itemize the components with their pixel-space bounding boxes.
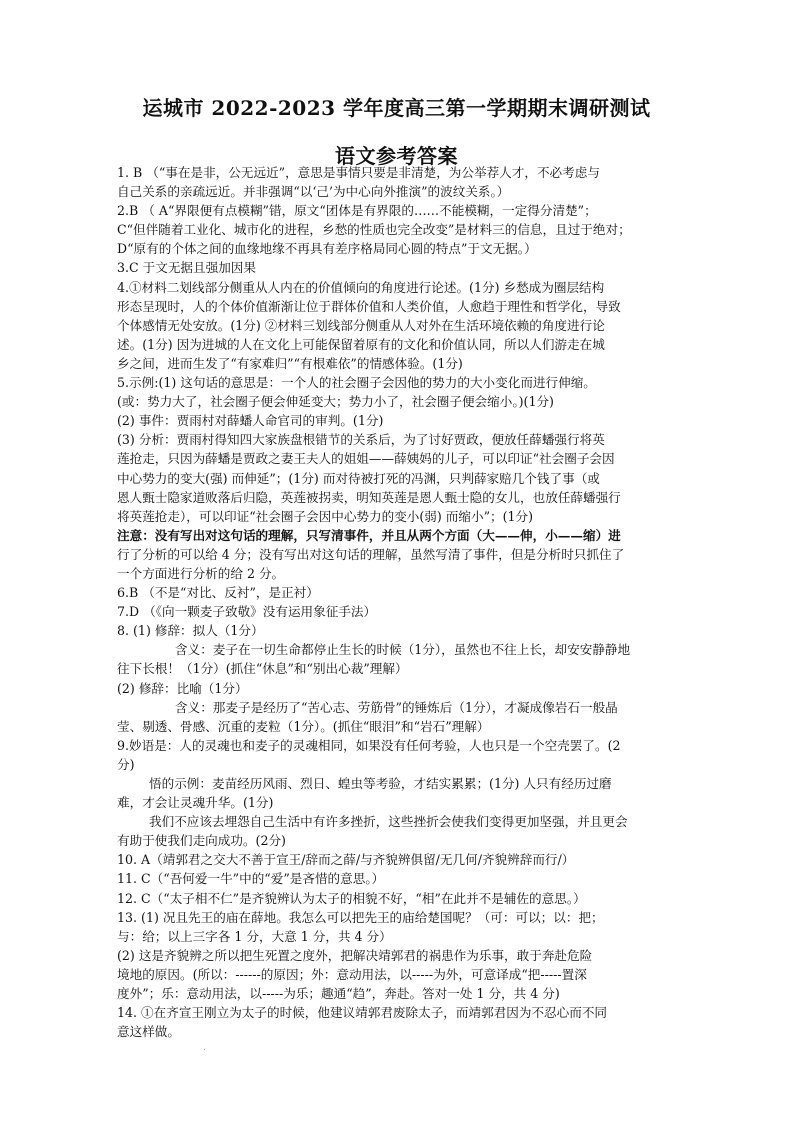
answer-body (117, 163, 680, 1041)
text-line: 难，才会让灵魂升华。(1分) (117, 795, 274, 811)
document-subtitle: 语文参考答案 (335, 144, 458, 168)
text-line: 意这样做。 (117, 1024, 180, 1040)
text-line: (3) 分析：贾雨村得知四大家族盘根错节的关系后，为了讨好贾政，便放任薛蟠强行将英 (117, 432, 605, 448)
text-line: 我们不应该去埋怨自己生活中有许多挫折，这些挫折会使我们变得更加坚强，并且更会 (149, 814, 628, 830)
text-line: 度外”；乐：意动用法，以-----为乐；趣通“趋”，奔赴。答对一处 1 分，共 4 分) (117, 986, 560, 1002)
text-line: (或：势力大了，社会圈子便会伸延变大；势力小了，社会圈子便会缩小。)(1分) (117, 394, 554, 410)
text-line: 乡之间，进而生发了“有家难归”“有根难依”的情感体验。(1分) (117, 355, 463, 371)
text-line: 与：给；以上三字各 1 分，大意 1 分，共 4 分） (117, 928, 392, 944)
text-line: 行了分析的可以给 4 分；没有写出对这句话的理解，虽然写清了事件，但是分析时只抓住了 (117, 546, 625, 562)
text-line: 述。(1分) 因为进城的人在文化上可能保留着原有的文化和价值认同，所以人们游走在城 (117, 336, 605, 352)
text-line: 10. A（靖郭君之交大不善于宣王/辞而之薛/与齐貌辨俱留/无几何/齐貌辨辞而行/） (117, 852, 575, 868)
text-line: 莲抢走，只因为薛蟠是贾政之妻王夫人的姐姐——薛姨妈的儿子，可以印证“社会圈子会因 (117, 451, 615, 467)
text-line: 7.D （《向一颗麦子致敬》没有运用象征手法） (117, 604, 377, 620)
note-line: 注意：没有写出对这句话的理解，只写清事件，并且从两个方面（大——伸，小——缩）进 (117, 527, 621, 543)
document-title: 运城市 2022-2023 学年度高三第一学期期末调研测试 (142, 96, 651, 120)
text-line: 4.①材料二划线部分侧重从人内在的价值倾向的角度进行论述。(1分) 乡愁成为圈层结构 (117, 279, 605, 295)
text-line: 9.妙语是：人的灵魂也和麦子的灵魂相同，如果没有任何考验，人也只是一个空壳罢了。(2 (117, 737, 621, 753)
text-line: 自己关系的亲疏远近。并非强调“以‘己’为中心向外推演”的波纹关系。） (117, 184, 510, 200)
text-line: 悟的示例：麦苗经历风雨、烈日、蝗虫等考验，才结实累累；(1分) 人只有经历过磨 (149, 776, 612, 791)
text-line: (2) 修辞：比喻（1分） (117, 680, 248, 696)
text-line: 14. ①在齐宣王刚立为太子的时候，他建议靖郭君废除太子，而靖郭君因为不忍心而不同 (117, 1005, 608, 1021)
text-line: 往下长根！（1分）(抓住“休息”和“别出心裁”理解） (117, 661, 408, 677)
text-line: 恩人甄士隐家道败落后归隐，英莲被拐卖，明知英莲是恩人甄士隐的女儿，也放任薛蟠强行 (117, 489, 621, 505)
text-line: 中心势力的变大(强) 而伸延”；(1分) 而对待被打死的冯渊，只判薛家赔几个钱了事（或 (117, 470, 600, 486)
text-line: 13. (1) 况且先王的庙在薛地。我怎么可以把先王的庙给楚国呢？（可：可以；以：把； (117, 909, 604, 925)
text-line: 12. C（“太子相不仁”是齐貌辨认为太子的相貌不好，“相”在此并不是辅佐的意思。） (117, 890, 586, 906)
text-line: 1. B （“事在是非，公无远近”，意思是事情只要是非清楚，为公举荐人才，不必考虑与 (117, 165, 600, 180)
text-line: 2.B （ A“界限便有点模糊”错，原文“团体是有界限的……不能模糊，一定得分清楚”； (117, 203, 597, 219)
text-line: (2) 事件：贾雨村对薛蟠人命官司的审判。(1分) (117, 413, 384, 429)
text-line: 3.C 于文无据且强加因果 (117, 260, 256, 276)
text-line: D“原有的个体之间的血缘地缘不再具有差序格局同心圆的特点”于文无据。） (117, 241, 537, 257)
text-line: 将英莲抢走），可以印证“社会圈子会因中心势力的变小(弱) 而缩小”；(1分) (117, 508, 534, 524)
text-line: 含义：麦子在一切生命都停止生长的时候（1分），虽然也不往上长，却安安静静地 (175, 642, 631, 658)
text-line: 6.B （不是“对比、反衬”，是正衬） (117, 585, 319, 601)
text-line: 5.示例:(1) 这句话的意思是：一个人的社会圈子会因他的势力的大小变化而进行伸缩。 (117, 375, 596, 391)
text-line: 有助于使我们走向成功。(2分) (117, 833, 286, 849)
text-line: 11. C（“吾何爱一牛”中的“爱”是吝惜的意思。） (117, 871, 385, 887)
text-line: (2) 这是齐貌辨之所以把生死置之度外，把解决靖郭君的祸患作为乐事，敢于奔赴危险 (117, 947, 593, 963)
text-line: 莹、剔透、骨感、沉重的麦粒（1分）。(抓住“眼泪”和“岩石”理解） (117, 718, 490, 734)
text-line: C“但伴随着工业化、城市化的进程，乡愁的性质也完全改变”是材料三的信息，且过于绝对； (117, 222, 631, 238)
page-footer-mark: . (203, 1043, 206, 1053)
text-line: 分) (117, 756, 135, 772)
text-line: 形态呈现时，人的个体价值渐渐让位于群体价值和人类价值，人愈趋于理性和哲学化，导致 (117, 298, 621, 314)
text-line: 个体感情无处安放。(1分) ②材料三划线部分侧重从人对外在生活环境依赖的角度进行论 (117, 317, 605, 333)
text-line: 8. (1) 修辞：拟人（1分） (117, 623, 264, 639)
text-line: 境地的原因。(所以：------的原因；外：意动用法，以-----为外，可意译成“把-----置深 (117, 966, 587, 982)
text-line: 一个方面进行分析的给 2 分。 (117, 565, 285, 581)
text-line: 含义：那麦子是经历了“苦心志、劳筋骨”的锤炼后（1分），才凝成像岩石一般晶 (175, 699, 618, 715)
